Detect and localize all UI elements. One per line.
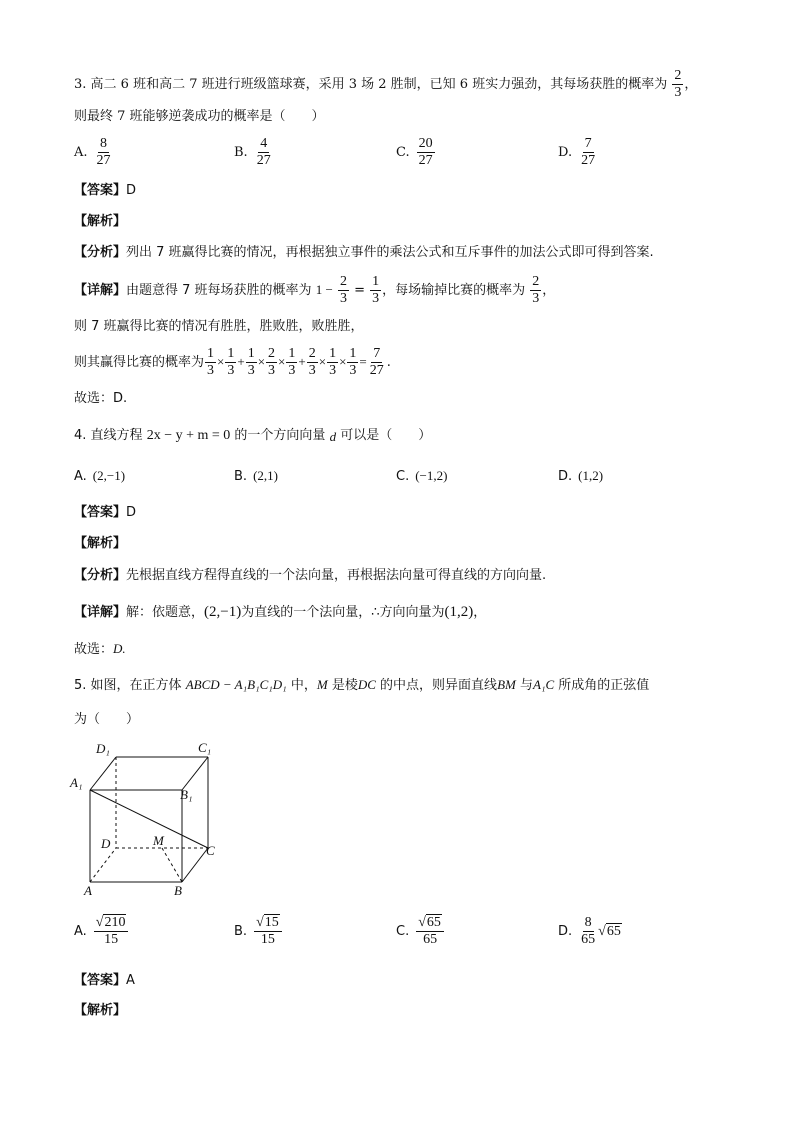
q5-option-d: D. $\frac{8}{65}$ √65	[558, 915, 621, 947]
q4-vector: d	[329, 429, 337, 444]
edge-bc	[182, 848, 208, 882]
q5-answer: 【答案】A	[74, 973, 135, 988]
q3-prob-fraction: $\frac{2}{3}$	[308, 346, 316, 378]
q3-prob-operator: ×	[278, 354, 286, 369]
q3-prob-fraction: $\frac{1}{3}$	[227, 346, 235, 378]
q5-option-a: A. $\frac{√210}{15}$	[74, 915, 129, 948]
q3-analysis-tag: 【解析】	[74, 214, 127, 229]
label-d1: D₁	[96, 741, 110, 756]
q3-prob-operator: +	[298, 354, 306, 369]
q3-fenxi: 【分析】列出 7 班赢得比赛的情况，再根据独立事件的乘法公式和互斥事件的加法公式即可得到答案.	[74, 245, 654, 260]
q3-prob-operator: +	[237, 354, 245, 369]
q3-probability: 则其赢得比赛的概率为 $\frac{1}{3}$ × $\frac{1}{3}$ + $\frac{1}{3}$ × $\frac{2}{3}$ × $\frac{1}{3}$ + $\frac{2}{3}$ × $\frac{1}{3}$ × $\frac{1}{3}$ = $\frac{7}{27}$ .	[74, 346, 391, 378]
label-b: B	[174, 883, 182, 898]
q3-option-b: B. $\frac{4}{27}$	[234, 136, 271, 168]
q3-xiangjie: 【详解】由题意得 7 班每场获胜的概率为 1 − $\frac{2}{3}$ = $\frac{1}{3}$ ，每场输掉比赛的概率为 $\frac{2}{3}$ ，	[74, 274, 556, 306]
q3-prob-fraction: $\frac{1}{3}$	[207, 346, 215, 378]
q3-prob-fraction: $\frac{7}{27}$	[369, 346, 384, 378]
q3-prob-fraction: $\frac{1}{3}$	[349, 346, 357, 378]
q4-answer: 【答案】D	[74, 505, 137, 520]
q3-option-d: D. $\frac{7}{27}$	[558, 136, 596, 168]
q3-stem-fraction: $\frac{2}{3}$	[674, 68, 682, 100]
q3-option-a: A. $\frac{8}{27}$	[74, 136, 111, 168]
q3-option-c: C. $\frac{20}{27}$	[396, 136, 433, 168]
q3-stem-line1: 3. 高二 6 班和高二 7 班进行班级篮球赛，采用 3 场 2 胜制，已知 6 班实力强劲，其每场获胜的概率为 $\frac{2}{3}$ ，	[74, 68, 698, 100]
q3-prob-operator: ×	[318, 354, 327, 369]
q4-fenxi: 【分析】先根据直线方程得直线的一个法向量，再根据法向量可得直线的方向向量.	[74, 568, 547, 583]
q3-prob-operator: ×	[217, 354, 225, 369]
q5-option-b: B. $\frac{√15}{15}$	[234, 915, 283, 948]
edge-b1c1	[182, 757, 208, 790]
q3-prob-fraction: $\frac{1}{3}$	[247, 346, 255, 378]
q5-stem-line1: 5. 如图，在正方体 ABCD − A₁B₁C₁D₁ 中，M 是棱DC 的中点，则异面直线BM 与A₁C 所成角的正弦值	[74, 677, 650, 693]
q5-option-c: C. $\frac{√65}{65}$	[396, 915, 445, 948]
q3-prob-operator: ×	[339, 354, 347, 369]
q4-choose: 故选：D.	[74, 641, 126, 657]
q5-cube-figure	[68, 735, 228, 900]
q3-cases: 则 7 班赢得比赛的情况有胜胜，胜败胜，败胜胜，	[74, 319, 364, 334]
q4-equation: 2x − y + m = 0	[146, 428, 231, 443]
q4-xiangjie: 【详解】解：依题意，(2,−1)为直线的一个法向量，∴方向向量为(1,2)，	[74, 604, 487, 620]
q3-stem-text: 3. 高二 6 班和高二 7 班进行班级篮球赛，采用 3 场 2 胜制，已知 6 班实力强劲，其每场获胜的概率为	[74, 77, 668, 92]
q3-prob-operator: =	[359, 354, 367, 369]
label-b1: B₁	[180, 787, 193, 802]
q3-prob-operator: ×	[257, 354, 266, 369]
q5-analysis-tag: 【解析】	[74, 1003, 127, 1018]
q4-option-c: C. (−1,2)	[396, 468, 448, 484]
label-c: C	[206, 843, 215, 858]
q3-prob-fraction: $\frac{2}{3}$	[268, 346, 276, 378]
q4-stem: 4. 直线方程 2x − y + m = 0 的一个方向向量 d 可以是（ ）	[74, 428, 432, 444]
segment-bm	[162, 848, 182, 882]
q4-analysis-tag: 【解析】	[74, 536, 127, 551]
q3-stem-line2: 则最终 7 班能够逆袭成功的概率是（ ）	[74, 109, 325, 124]
edge-a1d1	[90, 757, 116, 790]
label-d: D	[101, 836, 111, 851]
q4-option-a: A. (2,−1)	[74, 468, 126, 484]
q3-prob-fraction: $\frac{1}{3}$	[329, 346, 337, 378]
label-a: A	[84, 883, 92, 898]
q3-prob-fraction: $\frac{1}{3}$	[288, 346, 296, 378]
q3-answer: 【答案】D	[74, 183, 137, 198]
edge-ad	[90, 848, 116, 882]
q4-option-b: B. (2,1)	[234, 468, 278, 484]
q5-stem-line2: 为（ ）	[74, 712, 140, 727]
label-a1: A₁	[70, 775, 83, 790]
label-m: M	[153, 833, 164, 848]
label-c1: C₁	[198, 740, 212, 755]
q5-cube-name: ABCD − A₁B₁C₁D₁	[185, 677, 287, 692]
q4-option-d: D. (1,2)	[558, 468, 604, 484]
q3-choose: 故选：D.	[74, 391, 128, 406]
